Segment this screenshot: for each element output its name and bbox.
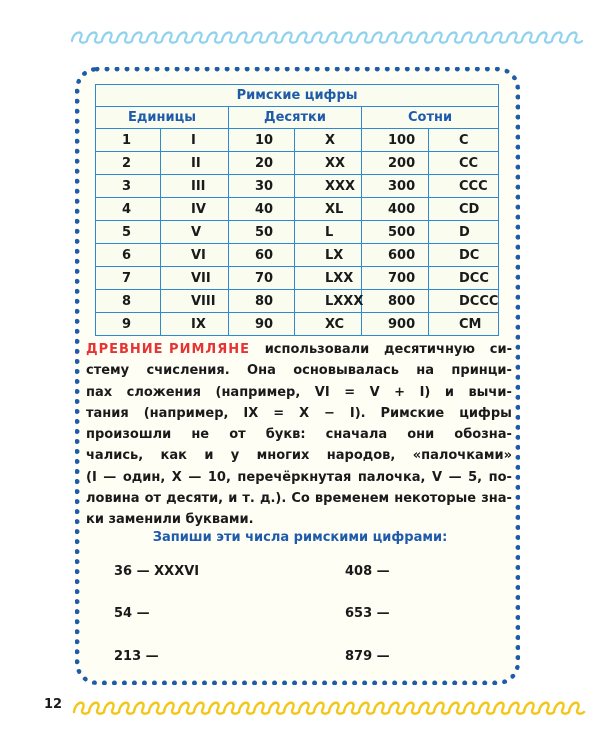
arabic-number-cell: 100 <box>362 129 429 152</box>
text-line: (I — один, X — 10, перечёркнутая палочка, V — 5, по- <box>86 469 512 485</box>
arabic-number-cell: 40 <box>229 198 295 221</box>
roman-numeral-cell: VIII <box>161 290 229 313</box>
roman-numeral-cell: DCC <box>429 267 499 290</box>
arabic-number-cell: 70 <box>229 267 295 290</box>
roman-numeral-cell: LXX <box>295 267 362 290</box>
roman-numeral-cell: D <box>429 221 499 244</box>
roman-numeral-cell: VI <box>161 244 229 267</box>
roman-numeral-cell: XC <box>295 313 362 336</box>
arabic-number-cell: 7 <box>96 267 161 290</box>
roman-numeral-cell: III <box>161 175 229 198</box>
arabic-number-cell: 90 <box>229 313 295 336</box>
roman-numeral-cell: II <box>161 152 229 175</box>
roman-numeral-cell: CM <box>429 313 499 336</box>
table-row <box>96 313 499 336</box>
arabic-number-cell: 5 <box>96 221 161 244</box>
arabic-number-cell: 20 <box>229 152 295 175</box>
arabic-number-cell: 80 <box>229 290 295 313</box>
page-number: 12 <box>44 697 63 712</box>
roman-numeral-cell: CD <box>429 198 499 221</box>
text-line: тания (например, IX = X − I). Римские цифры <box>86 405 512 421</box>
arabic-number-cell: 4 <box>96 198 161 221</box>
table-row <box>96 129 499 152</box>
table-row <box>96 290 499 313</box>
header-units: Единицы <box>96 107 229 129</box>
text-line: ловина от десяти, и т. д.). Со временем некоторые зна- <box>86 491 512 507</box>
text-line: стему счисления. Она основывалась на принци- <box>86 363 512 379</box>
roman-numeral-cell: IV <box>161 198 229 221</box>
text-line: ДРЕВНИЕ РИМЛЯНЕ использовали десятичную си- <box>86 339 512 360</box>
roman-numeral-cell: V <box>161 221 229 244</box>
exercise-item-54: 54 — <box>114 606 150 621</box>
top-wave-decoration <box>0 26 600 48</box>
arabic-number-cell: 900 <box>362 313 429 336</box>
arabic-number-cell: 3 <box>96 175 161 198</box>
highlight-ancient-romans: ДРЕВНИЕ РИМЛЯНЕ <box>86 342 250 357</box>
roman-numeral-cell: CC <box>429 152 499 175</box>
arabic-number-cell: 50 <box>229 221 295 244</box>
exercise-item-36: 36 — XXXVI <box>114 564 200 579</box>
roman-numeral-cell: LXXX <box>295 290 362 313</box>
arabic-number-cell: 8 <box>96 290 161 313</box>
arabic-number-cell: 1 <box>96 129 161 152</box>
roman-numeral-cell: L <box>295 221 362 244</box>
arabic-number-cell: 500 <box>362 221 429 244</box>
table-row <box>96 267 499 290</box>
table-row <box>96 198 499 221</box>
text-line: ки заменили буквами. <box>86 512 254 528</box>
roman-numeral-cell: XX <box>295 152 362 175</box>
bottom-wave-decoration <box>0 696 600 720</box>
arabic-number-cell: 6 <box>96 244 161 267</box>
header-hundreds: Сотни <box>362 107 499 129</box>
roman-numeral-cell: LX <box>295 244 362 267</box>
exercise-title: Запиши эти числа римскими цифрами: <box>152 530 448 545</box>
text-line: произошли не от букв: сначала они обозна- <box>86 427 512 443</box>
exercise-item-653: 653 — <box>345 606 390 621</box>
roman-numeral-cell: X <box>295 129 362 152</box>
roman-numeral-cell: CCC <box>429 175 499 198</box>
arabic-number-cell: 800 <box>362 290 429 313</box>
exercise-item-879: 879 — <box>345 649 390 664</box>
table-row <box>96 175 499 198</box>
arabic-number-cell: 9 <box>96 313 161 336</box>
arabic-number-cell: 30 <box>229 175 295 198</box>
table-title: Римские цифры <box>96 85 499 107</box>
roman-numeral-cell: C <box>429 129 499 152</box>
table-row <box>96 244 499 267</box>
table-row <box>96 152 499 175</box>
header-tens: Десятки <box>229 107 362 129</box>
arabic-number-cell: 400 <box>362 198 429 221</box>
roman-numeral-cell: IX <box>161 313 229 336</box>
history-paragraph <box>86 339 512 531</box>
text-line: чались, как и у многих народов, «палочками» <box>86 448 512 464</box>
roman-numerals-table <box>95 84 499 336</box>
table-row <box>96 221 499 244</box>
arabic-number-cell: 700 <box>362 267 429 290</box>
text-line: пах сложения (например, VI = V + I) и вычи- <box>86 384 512 400</box>
roman-numeral-cell: DC <box>429 244 499 267</box>
roman-numeral-cell: I <box>161 129 229 152</box>
arabic-number-cell: 60 <box>229 244 295 267</box>
roman-numeral-cell: XXX <box>295 175 362 198</box>
arabic-number-cell: 600 <box>362 244 429 267</box>
roman-numeral-cell: DCCC <box>429 290 499 313</box>
exercise-item-408: 408 — <box>345 564 390 579</box>
arabic-number-cell: 10 <box>229 129 295 152</box>
roman-numeral-cell: XL <box>295 198 362 221</box>
roman-numeral-cell: VII <box>161 267 229 290</box>
arabic-number-cell: 2 <box>96 152 161 175</box>
arabic-number-cell: 300 <box>362 175 429 198</box>
arabic-number-cell: 200 <box>362 152 429 175</box>
exercise-item-213: 213 — <box>114 649 159 664</box>
